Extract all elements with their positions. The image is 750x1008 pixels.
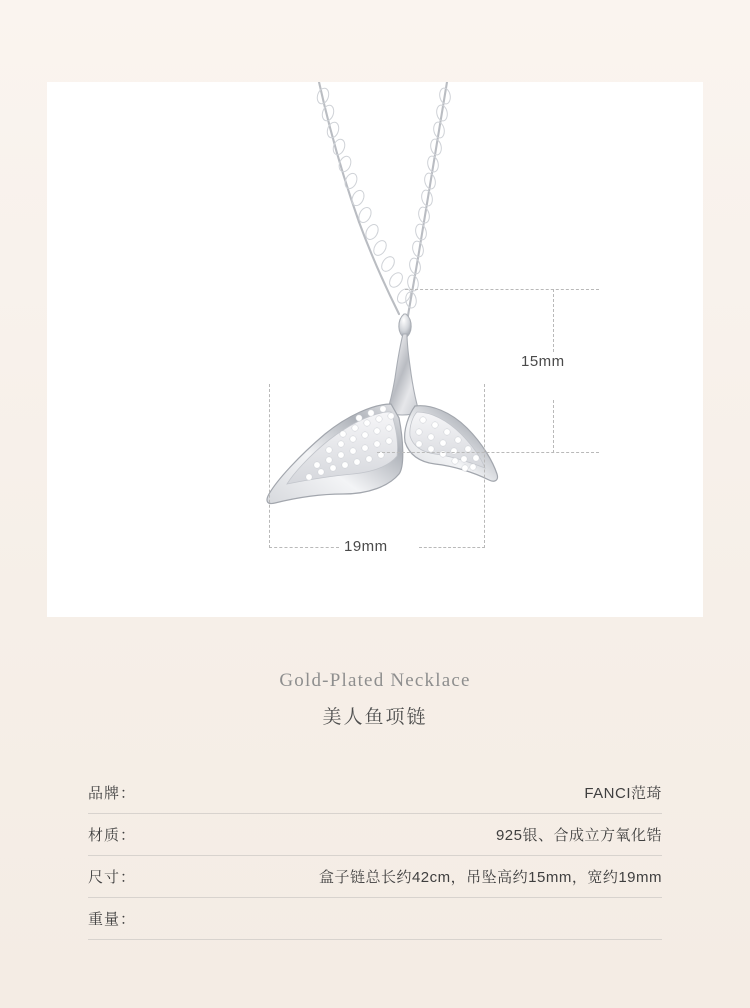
dim-width-left-tick xyxy=(269,384,270,548)
spec-row-size xyxy=(88,856,662,898)
product-title-cn: 美人鱼项链 xyxy=(322,707,428,728)
dim-height-left-tick xyxy=(553,289,554,352)
spec-row-material xyxy=(88,814,662,856)
necklace-illustration xyxy=(47,82,703,617)
product-title-en: Gold-Plated Necklace xyxy=(279,670,471,691)
spec-label-brand: 品牌： xyxy=(88,785,137,802)
dim-width-line-right xyxy=(419,547,485,548)
spec-value-size: 盒子链总长约42cm，吊坠高约15mm，宽约19mm xyxy=(318,869,662,886)
dim-width-label: 19mm xyxy=(344,538,388,555)
spec-row-brand xyxy=(88,772,662,814)
dim-height-label: 15mm xyxy=(521,353,565,370)
spec-row-weight xyxy=(88,898,662,940)
spec-label-size: 尺寸： xyxy=(88,869,137,886)
product-image-card xyxy=(47,82,703,617)
spec-label-weight: 重量： xyxy=(88,911,137,928)
spec-table xyxy=(88,772,662,940)
dim-width-right-tick xyxy=(484,384,485,548)
spec-value-brand: FANCI范琦 xyxy=(584,785,662,802)
dim-width-line-left xyxy=(269,547,339,548)
dim-height-top-line xyxy=(405,289,599,290)
dim-height-bottom-line xyxy=(377,452,599,453)
spec-label-material: 材质： xyxy=(88,827,137,844)
product-photo xyxy=(47,82,703,617)
dim-height-left-tick-2 xyxy=(553,400,554,453)
spec-value-material: 925银、合成立方氧化锆 xyxy=(495,827,662,844)
